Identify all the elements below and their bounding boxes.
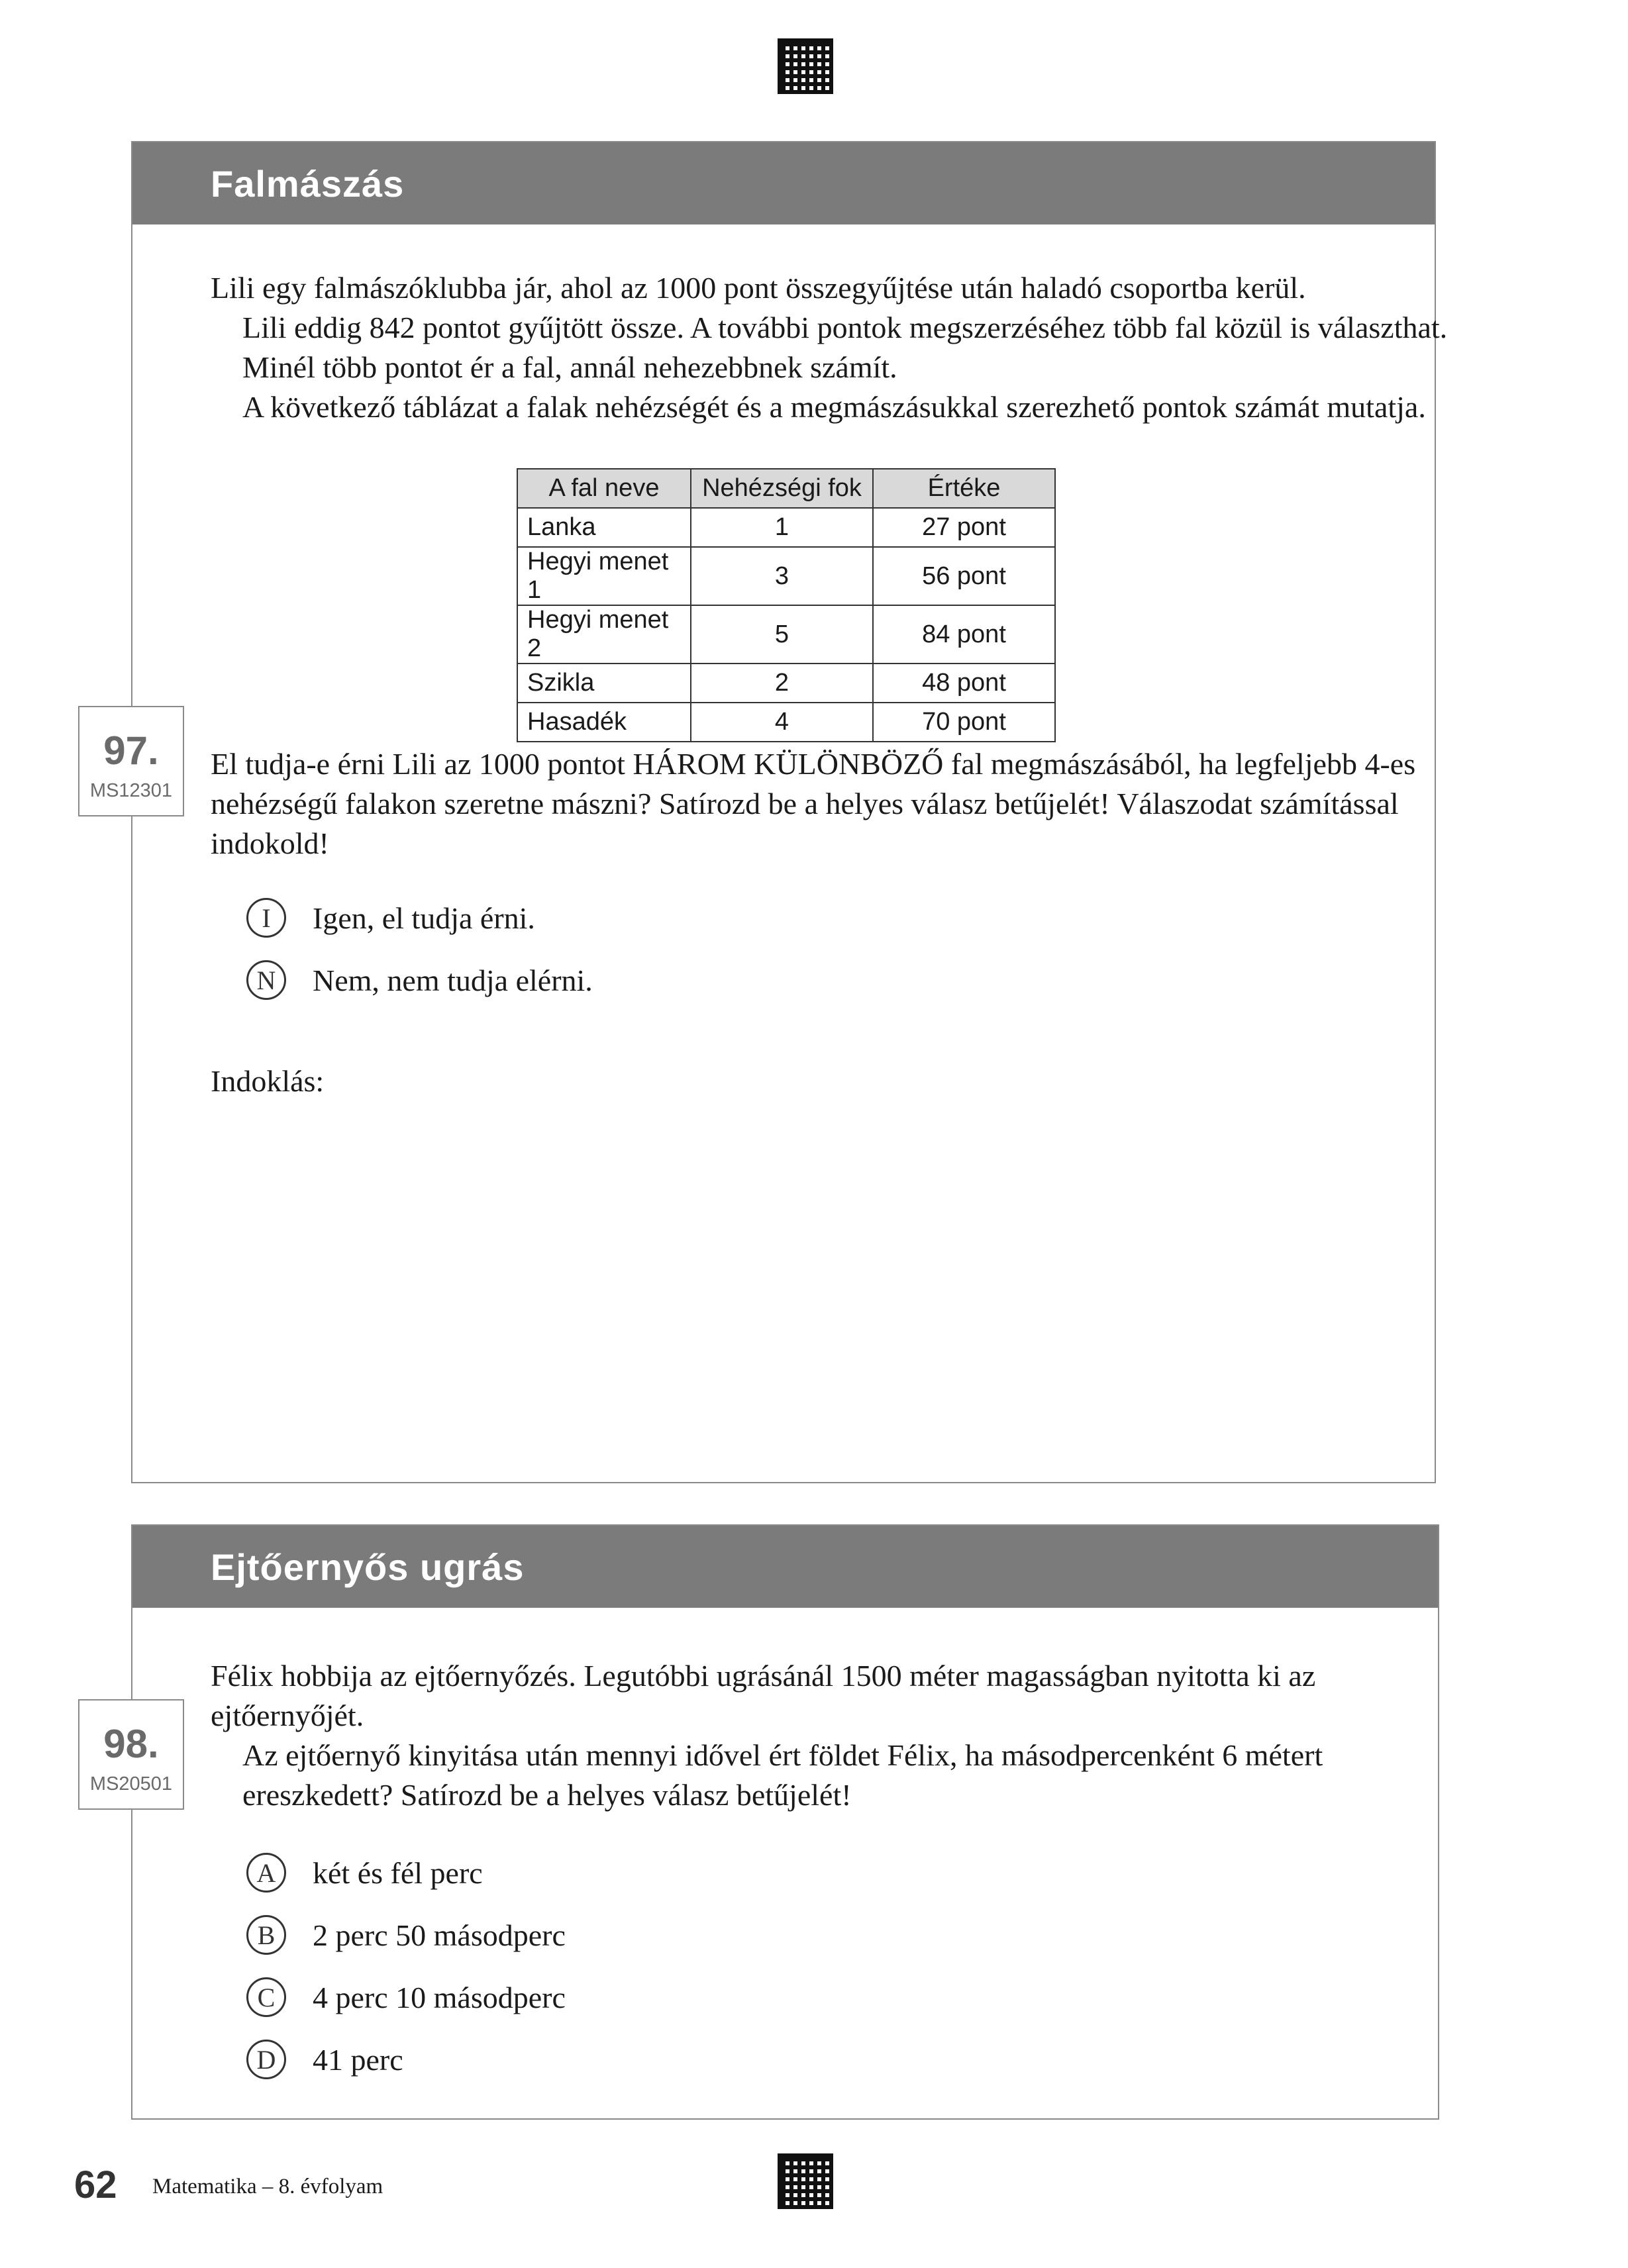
option-circle-I[interactable]: I [246, 898, 286, 938]
task-97-intro-3: A következő táblázat a falak nehézségét és a megmászásukkal szerezhető pontok számát mutatja. [242, 390, 1426, 424]
answer-option-N[interactable] [246, 958, 593, 1002]
task-98-number: 98. [103, 1722, 159, 1766]
answer-option-I[interactable] [246, 896, 535, 940]
table-cell: 4 [691, 703, 873, 742]
table-cell: 27 pont [873, 508, 1055, 547]
table-cell: 56 pont [873, 547, 1055, 605]
task-98-box [131, 1524, 1439, 2120]
justification-label: Indoklás: [211, 1064, 325, 1098]
option-text: két és fél perc [313, 1855, 483, 1890]
table-cell: 48 pont [873, 664, 1055, 703]
task-98-number-tag [78, 1699, 184, 1810]
task-97-number: 97. [103, 728, 159, 773]
option-circle-A[interactable]: A [246, 1853, 286, 1893]
table-header-row [517, 469, 1055, 508]
table-cell: 84 pont [873, 605, 1055, 664]
task-98-intro: Félix hobbija az ejtőernyőzés. Legutóbbi ugrásánál 1500 méter magasságban nyitotta ki az ejtőernyőjét. [211, 1659, 1316, 1732]
answer-option-D[interactable] [246, 2038, 403, 2081]
answer-option-B[interactable] [246, 1913, 566, 1957]
table-row [517, 664, 1055, 703]
table-header: Értéke [873, 469, 1055, 508]
table-cell: 70 pont [873, 703, 1055, 742]
answer-option-A[interactable] [246, 1851, 483, 1895]
option-text: 41 perc [313, 2042, 403, 2077]
table-header: A fal neve [517, 469, 691, 508]
task-98-question: Az ejtőernyő kinyitása után mennyi idővel ért földet Félix, ha másodpercenként 6 métert ereszkedett? Satírozd be a helyes válasz betűjelét! [242, 1738, 1323, 1812]
task-97-title: Falmászás [211, 163, 405, 205]
table-row [517, 605, 1055, 664]
option-text: 4 perc 10 másodperc [313, 1980, 566, 2014]
task-98-header [132, 1526, 1438, 1608]
task-97-header [132, 142, 1435, 224]
option-circle-C[interactable]: C [246, 1977, 286, 2017]
table-cell: Hegyi menet 1 [517, 547, 691, 605]
task-98-title: Ejtőernyős ugrás [211, 1546, 525, 1588]
table-cell: 2 [691, 664, 873, 703]
task-97-intro-1: Lili egy falmászóklubba jár, ahol az 1000 pont összegyűjtése után haladó csoportba kerül. [211, 271, 1306, 305]
table-header: Nehézségi fok [691, 469, 873, 508]
table-row [517, 703, 1055, 742]
page-number: 62 [74, 2163, 117, 2206]
table-cell: 3 [691, 547, 873, 605]
option-text: 2 perc 50 másodperc [313, 1918, 566, 1952]
answer-option-C[interactable] [246, 1975, 566, 2019]
table-cell: 5 [691, 605, 873, 664]
option-circle-N[interactable]: N [246, 960, 286, 1000]
task-97-question: El tudja-e érni Lili az 1000 pontot HÁROM KÜLÖNBÖZŐ fal megmászásából, ha legfeljebb 4-es nehézségű falakon szeretne mászni? Satírozd be a helyes válasz betűjelét! Válaszodat számítással indokold! [211, 747, 1416, 860]
option-circle-D[interactable]: D [246, 2040, 286, 2079]
task-97-number-tag [78, 706, 184, 816]
table-cell: Hasadék [517, 703, 691, 742]
task-97-code: MS12301 [89, 780, 173, 801]
table-cell: Lanka [517, 508, 691, 547]
footer-label: Matematika – 8. évfolyam [152, 2175, 383, 2198]
task-98-code: MS20501 [89, 1773, 173, 1795]
table-row [517, 508, 1055, 547]
table-row [517, 547, 1055, 605]
table-cell: Hegyi menet 2 [517, 605, 691, 664]
table-cell: Szikla [517, 664, 691, 703]
qr-code-top [778, 38, 833, 94]
walls-table [517, 468, 1056, 742]
option-text: Nem, nem tudja elérni. [313, 963, 593, 997]
qr-code-bottom [778, 2153, 833, 2209]
option-circle-B[interactable]: B [246, 1915, 286, 1955]
table-cell: 1 [691, 508, 873, 547]
option-text: Igen, el tudja érni. [313, 901, 535, 935]
task-97-intro-2: Lili eddig 842 pontot gyűjtött össze. A további pontok megszerzéséhez több fal közül is választhat. Minél több pontot ér a fal, annál nehezebbnek számít. [242, 311, 1448, 384]
